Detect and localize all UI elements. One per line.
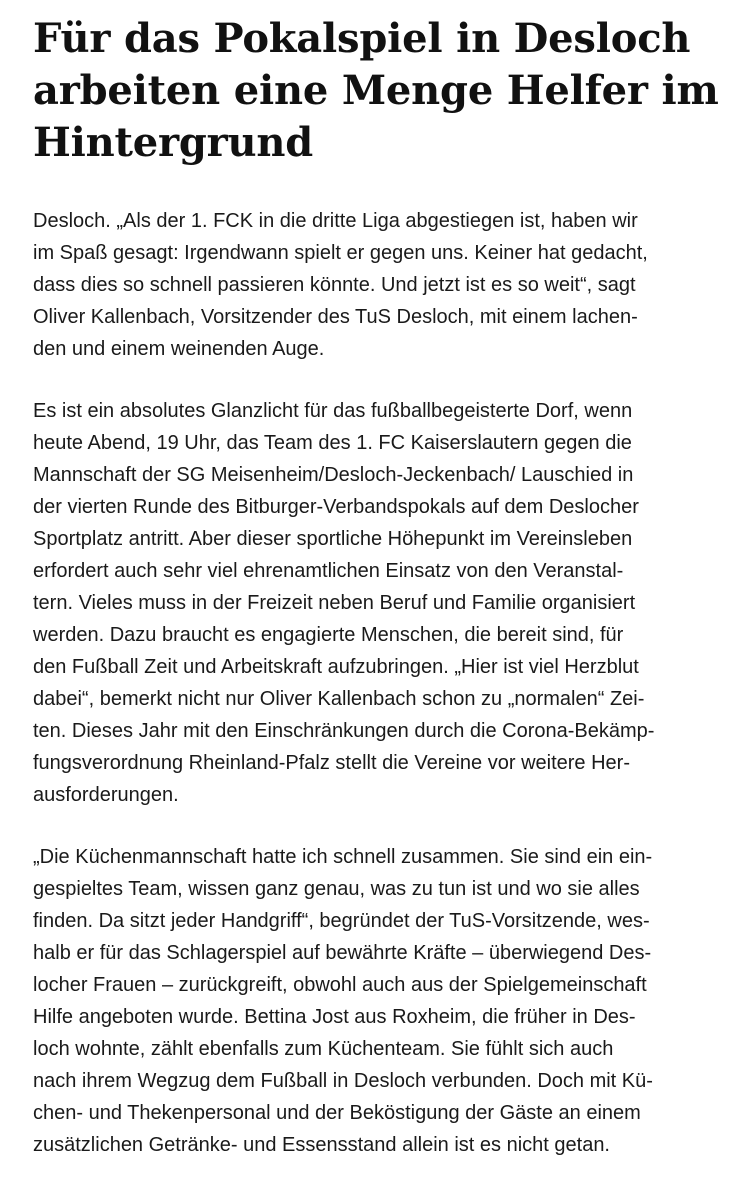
text-line: werden. Dazu braucht es engagierte Menschen, die bereit sind, für [33, 624, 624, 646]
text-line: im Spaß gesagt: Irgendwann spielt er gegen uns. Keiner hat gedacht, [33, 242, 648, 264]
paragraph-1 [33, 205, 723, 365]
headline-line: Für das Pokalspiel in Desloch [33, 15, 691, 62]
headline-line: Hintergrund [33, 119, 314, 166]
text-line: den und einem weinenden Auge. [33, 338, 325, 360]
text-line: locher Frauen – zurückgreift, obwohl auch aus der Spielgemeinschaft [33, 974, 647, 996]
article-headline [33, 13, 723, 169]
text-line: ausforderungen. [33, 784, 179, 806]
text-line: loch wohnte, zählt ebenfalls zum Küchenteam. Sie fühlt sich auch [33, 1038, 614, 1060]
text-line: heute Abend, 19 Uhr, das Team des 1. FC Kaiserslautern gegen die [33, 432, 632, 454]
text-line: ten. Dieses Jahr mit den Einschränkungen durch die Corona-Bekämp- [33, 720, 655, 742]
text-line: den Fußball Zeit und Arbeitskraft aufzubringen. „Hier ist viel Herzblut [33, 656, 639, 678]
text-line: nach ihrem Wegzug dem Fußball in Desloch verbunden. Doch mit Kü- [33, 1070, 653, 1092]
text-line: Hilfe angeboten wurde. Bettina Jost aus Roxheim, die früher in Des- [33, 1006, 636, 1028]
text-line: Mannschaft der SG Meisenheim/Desloch-Jeckenbach/ Lauschied in [33, 464, 634, 486]
text-line: tern. Vieles muss in der Freizeit neben Beruf und Familie organisiert [33, 592, 636, 614]
headline-line: arbeiten eine Menge Helfer im [33, 67, 719, 114]
text-line: dabei“, bemerkt nicht nur Oliver Kallenbach schon zu „normalen“ Zei- [33, 688, 645, 710]
paragraph-3 [33, 841, 723, 1161]
text-line: halb er für das Schlagerspiel auf bewährte Kräfte – überwiegend Des- [33, 942, 652, 964]
text-line: der vierten Runde des Bitburger-Verbandspokals auf dem Deslocher [33, 496, 639, 518]
article [33, 0, 723, 1191]
text-line: Sportplatz antritt. Aber dieser sportliche Höhepunkt im Vereinsleben [33, 528, 633, 550]
text-line: erfordert auch sehr viel ehrenamtlichen Einsatz von den Veranstal- [33, 560, 624, 582]
text-line: „Die Küchenmannschaft hatte ich schnell zusammen. Sie sind ein ein- [33, 846, 653, 868]
text-line: dass dies so schnell passieren könnte. Und jetzt ist es so weit“, sagt [33, 274, 636, 296]
text-line: gespieltes Team, wissen ganz genau, was zu tun ist und wo sie alles [33, 878, 640, 900]
text-line: Es ist ein absolutes Glanzlicht für das fußballbegeisterte Dorf, wenn [33, 400, 633, 422]
text-line: Oliver Kallenbach, Vorsitzender des TuS Desloch, mit einem lachen- [33, 306, 638, 328]
text-line: finden. Da sitzt jeder Handgriff“, begründet der TuS-Vorsitzende, wes- [33, 910, 650, 932]
text-line: zusätzlichen Getränke- und Essensstand allein ist es nicht getan. [33, 1134, 610, 1156]
article-body [33, 205, 723, 1161]
text-line: Desloch. „Als der 1. FCK in die dritte Liga abgestiegen ist, haben wir [33, 210, 638, 232]
text-line: fungsverordnung Rheinland-Pfalz stellt die Vereine vor weitere Her- [33, 752, 630, 774]
text-line: chen- und Thekenpersonal und der Beköstigung der Gäste an einem [33, 1102, 641, 1124]
paragraph-2 [33, 395, 723, 811]
